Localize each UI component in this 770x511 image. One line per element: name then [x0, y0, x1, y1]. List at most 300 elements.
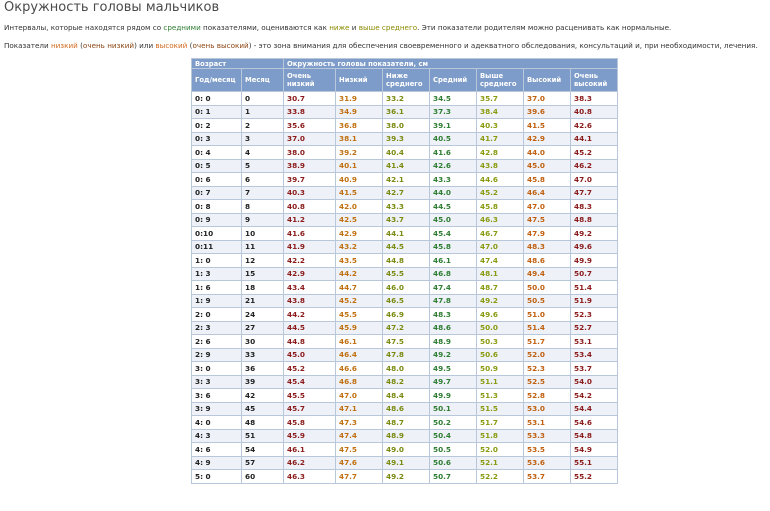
cell-average: 44.5: [430, 200, 477, 214]
cell-high: 44.0: [524, 146, 571, 160]
cell-below-average: 40.4: [383, 146, 430, 160]
p1-term-above: выше среднего: [358, 23, 418, 32]
p2-text-3: ) или: [134, 41, 156, 50]
cell-low: 46.4: [336, 348, 383, 362]
cell-very-high: 53.1: [571, 335, 618, 349]
column-header-below-average: Ниже среднего: [383, 69, 430, 92]
cell-low: 44.2: [336, 267, 383, 281]
table-body: [192, 92, 618, 484]
cell-age: 0:11: [192, 240, 242, 254]
cell-high: 45.8: [524, 173, 571, 187]
table-row: [192, 375, 618, 389]
cell-very-low: 43.8: [284, 294, 336, 308]
cell-high: 48.3: [524, 240, 571, 254]
cell-very-high: 38.3: [571, 92, 618, 106]
p2-term-low: низкий: [50, 41, 78, 50]
cell-average: 34.5: [430, 92, 477, 106]
cell-age: 0: 3: [192, 132, 242, 146]
cell-below-average: 47.2: [383, 321, 430, 335]
cell-month: 39: [242, 375, 284, 389]
cell-very-low: 33.8: [284, 105, 336, 119]
cell-very-high: 48.8: [571, 213, 618, 227]
cell-high: 53.0: [524, 402, 571, 416]
table-row: [192, 294, 618, 308]
cell-high: 52.8: [524, 389, 571, 403]
cell-low: 46.1: [336, 335, 383, 349]
cell-average: 50.4: [430, 429, 477, 443]
cell-high: 46.4: [524, 186, 571, 200]
cell-average: 48.3: [430, 308, 477, 322]
cell-month: 60: [242, 470, 284, 484]
cell-high: 51.0: [524, 308, 571, 322]
column-header-very-high: Очень высокий: [571, 69, 618, 92]
cell-age: 0: 4: [192, 146, 242, 160]
cell-above-average: 41.7: [477, 132, 524, 146]
table-row: [192, 281, 618, 295]
cell-above-average: 50.0: [477, 321, 524, 335]
cell-month: 24: [242, 308, 284, 322]
cell-month: 0: [242, 92, 284, 106]
cell-low: 44.7: [336, 281, 383, 295]
cell-average: 50.1: [430, 402, 477, 416]
cell-very-low: 45.5: [284, 389, 336, 403]
cell-month: 11: [242, 240, 284, 254]
cell-month: 36: [242, 362, 284, 376]
cell-low: 47.0: [336, 389, 383, 403]
cell-above-average: 50.3: [477, 335, 524, 349]
cell-high: 50.5: [524, 294, 571, 308]
cell-high: 53.1: [524, 416, 571, 430]
cell-very-low: 40.8: [284, 200, 336, 214]
cell-above-average: 44.6: [477, 173, 524, 187]
cell-very-low: 45.9: [284, 429, 336, 443]
cell-below-average: 33.2: [383, 92, 430, 106]
cell-below-average: 48.2: [383, 375, 430, 389]
cell-high: 37.0: [524, 92, 571, 106]
cell-high: 53.5: [524, 443, 571, 457]
table-row: [192, 267, 618, 281]
table-row: [192, 159, 618, 173]
cell-very-high: 52.3: [571, 308, 618, 322]
column-header-above-average: Выше среднего: [477, 69, 524, 92]
cell-average: 48.9: [430, 335, 477, 349]
cell-age: 0: 8: [192, 200, 242, 214]
column-header-average: Средний: [430, 69, 477, 92]
cell-age: 3: 6: [192, 389, 242, 403]
table-row: [192, 470, 618, 484]
table-row: [192, 92, 618, 106]
cell-below-average: 48.7: [383, 416, 430, 430]
cell-below-average: 38.0: [383, 119, 430, 133]
cell-very-high: 52.7: [571, 321, 618, 335]
table-row: [192, 389, 618, 403]
cell-below-average: 48.4: [383, 389, 430, 403]
cell-low: 42.5: [336, 213, 383, 227]
cell-average: 49.9: [430, 389, 477, 403]
p1-term-below: ниже: [329, 23, 350, 32]
cell-above-average: 50.9: [477, 362, 524, 376]
table-row: [192, 308, 618, 322]
cell-average: 41.6: [430, 146, 477, 160]
table-row: [192, 186, 618, 200]
cell-age: 3: 9: [192, 402, 242, 416]
cell-month: 51: [242, 429, 284, 443]
intro-paragraph-attention-zone: [4, 41, 758, 51]
cell-average: 46.8: [430, 267, 477, 281]
cell-age: 5: 0: [192, 470, 242, 484]
cell-age: 0: 6: [192, 173, 242, 187]
cell-average: 50.6: [430, 456, 477, 470]
cell-above-average: 49.6: [477, 308, 524, 322]
cell-average: 47.4: [430, 281, 477, 295]
cell-average: 39.1: [430, 119, 477, 133]
cell-below-average: 46.0: [383, 281, 430, 295]
table-row: [192, 443, 618, 457]
cell-high: 53.7: [524, 470, 571, 484]
table-row: [192, 402, 618, 416]
cell-very-high: 55.1: [571, 456, 618, 470]
cell-age: 2: 3: [192, 321, 242, 335]
header-age-group: Возраст: [192, 59, 284, 69]
cell-average: 45.8: [430, 240, 477, 254]
table-row: [192, 173, 618, 187]
cell-low: 43.2: [336, 240, 383, 254]
cell-very-high: 50.7: [571, 267, 618, 281]
cell-low: 45.2: [336, 294, 383, 308]
cell-month: 48: [242, 416, 284, 430]
table-row: [192, 119, 618, 133]
cell-month: 2: [242, 119, 284, 133]
cell-month: 6: [242, 173, 284, 187]
cell-very-high: 54.4: [571, 402, 618, 416]
cell-low: 39.2: [336, 146, 383, 160]
cell-high: 52.3: [524, 362, 571, 376]
cell-high: 50.0: [524, 281, 571, 295]
cell-low: 45.5: [336, 308, 383, 322]
cell-very-low: 41.2: [284, 213, 336, 227]
cell-month: 33: [242, 348, 284, 362]
cell-below-average: 43.7: [383, 213, 430, 227]
cell-above-average: 47.4: [477, 254, 524, 268]
cell-very-high: 54.8: [571, 429, 618, 443]
cell-above-average: 51.3: [477, 389, 524, 403]
cell-month: 12: [242, 254, 284, 268]
cell-above-average: 42.8: [477, 146, 524, 160]
cell-month: 3: [242, 132, 284, 146]
cell-average: 49.5: [430, 362, 477, 376]
cell-low: 47.5: [336, 443, 383, 457]
cell-high: 41.5: [524, 119, 571, 133]
cell-very-high: 53.4: [571, 348, 618, 362]
cell-age: 4: 9: [192, 456, 242, 470]
cell-below-average: 48.6: [383, 402, 430, 416]
table-row: [192, 132, 618, 146]
cell-very-low: 46.2: [284, 456, 336, 470]
p1-term-average: средними: [163, 23, 201, 32]
cell-high: 47.5: [524, 213, 571, 227]
p1-text-2: показателями, оцениваются как: [200, 23, 330, 32]
cell-very-low: 45.2: [284, 362, 336, 376]
cell-month: 8: [242, 200, 284, 214]
p2-term-very-low: очень низкий: [82, 41, 135, 50]
cell-very-low: 41.9: [284, 240, 336, 254]
cell-above-average: 52.0: [477, 443, 524, 457]
cell-very-low: 35.6: [284, 119, 336, 133]
cell-high: 47.9: [524, 227, 571, 241]
cell-high: 51.7: [524, 335, 571, 349]
cell-below-average: 45.5: [383, 267, 430, 281]
cell-low: 31.9: [336, 92, 383, 106]
cell-average: 49.2: [430, 348, 477, 362]
table-row: [192, 240, 618, 254]
p2-term-very-high: очень высокий: [192, 41, 249, 50]
column-header-high: Высокий: [524, 69, 571, 92]
page-title: Окружность головы мальчиков: [4, 0, 220, 15]
p1-text-3: и: [349, 23, 359, 32]
cell-low: 46.8: [336, 375, 383, 389]
cell-very-high: 49.6: [571, 240, 618, 254]
cell-below-average: 47.8: [383, 348, 430, 362]
cell-age: 0: 7: [192, 186, 242, 200]
cell-very-high: 54.9: [571, 443, 618, 457]
cell-below-average: 49.0: [383, 443, 430, 457]
cell-very-low: 45.8: [284, 416, 336, 430]
cell-month: 7: [242, 186, 284, 200]
cell-very-low: 41.6: [284, 227, 336, 241]
cell-month: 4: [242, 146, 284, 160]
cell-below-average: 42.1: [383, 173, 430, 187]
column-header-year-month: Год/месяц: [192, 69, 242, 92]
table-row: [192, 429, 618, 443]
cell-average: 45.0: [430, 213, 477, 227]
cell-low: 38.1: [336, 132, 383, 146]
cell-average: 50.5: [430, 443, 477, 457]
cell-age: 0: 0: [192, 92, 242, 106]
cell-below-average: 49.1: [383, 456, 430, 470]
table-row: [192, 213, 618, 227]
table-row: [192, 362, 618, 376]
cell-high: 47.0: [524, 200, 571, 214]
cell-month: 18: [242, 281, 284, 295]
cell-low: 36.8: [336, 119, 383, 133]
table-row: [192, 335, 618, 349]
cell-below-average: 44.5: [383, 240, 430, 254]
column-header-very-low: Очень низкий: [284, 69, 336, 92]
head-circumference-table: [191, 58, 618, 484]
cell-average: 45.4: [430, 227, 477, 241]
cell-average: 42.6: [430, 159, 477, 173]
cell-below-average: 46.5: [383, 294, 430, 308]
cell-above-average: 51.1: [477, 375, 524, 389]
cell-low: 47.1: [336, 402, 383, 416]
cell-age: 4: 3: [192, 429, 242, 443]
cell-above-average: 45.2: [477, 186, 524, 200]
cell-age: 2: 6: [192, 335, 242, 349]
table-row: [192, 254, 618, 268]
p1-text-1: Интервалы, которые находятся рядом со: [4, 23, 164, 32]
p1-text-4: . Эти показатели родителям можно расценивать как нормальные.: [417, 23, 672, 32]
cell-age: 2: 0: [192, 308, 242, 322]
cell-age: 1: 0: [192, 254, 242, 268]
cell-very-low: 45.7: [284, 402, 336, 416]
cell-below-average: 36.1: [383, 105, 430, 119]
cell-high: 53.3: [524, 429, 571, 443]
cell-age: 0: 5: [192, 159, 242, 173]
cell-very-high: 53.7: [571, 362, 618, 376]
cell-below-average: 43.3: [383, 200, 430, 214]
cell-age: 3: 3: [192, 375, 242, 389]
column-header-low: Низкий: [336, 69, 383, 92]
table-row: [192, 456, 618, 470]
cell-below-average: 44.1: [383, 227, 430, 241]
cell-very-low: 44.5: [284, 321, 336, 335]
cell-month: 10: [242, 227, 284, 241]
table-row: [192, 200, 618, 214]
cell-low: 45.9: [336, 321, 383, 335]
table-row: [192, 227, 618, 241]
cell-above-average: 52.2: [477, 470, 524, 484]
cell-very-high: 45.2: [571, 146, 618, 160]
cell-high: 49.4: [524, 267, 571, 281]
cell-below-average: 47.5: [383, 335, 430, 349]
cell-month: 5: [242, 159, 284, 173]
cell-month: 27: [242, 321, 284, 335]
cell-low: 34.9: [336, 105, 383, 119]
cell-above-average: 50.6: [477, 348, 524, 362]
cell-high: 48.6: [524, 254, 571, 268]
cell-very-high: 54.0: [571, 375, 618, 389]
cell-low: 42.0: [336, 200, 383, 214]
p2-text-4: (: [187, 41, 193, 50]
cell-above-average: 48.7: [477, 281, 524, 295]
cell-very-high: 49.9: [571, 254, 618, 268]
cell-high: 45.0: [524, 159, 571, 173]
cell-very-low: 38.9: [284, 159, 336, 173]
cell-above-average: 43.8: [477, 159, 524, 173]
cell-age: 3: 0: [192, 362, 242, 376]
cell-above-average: 40.3: [477, 119, 524, 133]
cell-low: 43.5: [336, 254, 383, 268]
cell-average: 37.3: [430, 105, 477, 119]
cell-above-average: 49.2: [477, 294, 524, 308]
cell-low: 47.6: [336, 456, 383, 470]
cell-low: 42.9: [336, 227, 383, 241]
table-row: [192, 105, 618, 119]
cell-very-high: 51.9: [571, 294, 618, 308]
cell-very-low: 42.9: [284, 267, 336, 281]
cell-below-average: 49.2: [383, 470, 430, 484]
cell-very-high: 49.2: [571, 227, 618, 241]
cell-age: 0: 2: [192, 119, 242, 133]
cell-age: 0: 1: [192, 105, 242, 119]
intro-paragraph-normal-range: [4, 23, 671, 33]
cell-below-average: 41.4: [383, 159, 430, 173]
cell-above-average: 51.8: [477, 429, 524, 443]
cell-low: 40.1: [336, 159, 383, 173]
cell-below-average: 44.8: [383, 254, 430, 268]
cell-above-average: 48.1: [477, 267, 524, 281]
cell-high: 52.5: [524, 375, 571, 389]
cell-average: 50.2: [430, 416, 477, 430]
cell-age: 4: 6: [192, 443, 242, 457]
cell-average: 50.7: [430, 470, 477, 484]
cell-very-low: 38.0: [284, 146, 336, 160]
cell-very-low: 43.4: [284, 281, 336, 295]
cell-above-average: 45.8: [477, 200, 524, 214]
cell-very-high: 47.0: [571, 173, 618, 187]
cell-very-low: 45.4: [284, 375, 336, 389]
table-row: [192, 321, 618, 335]
cell-very-low: 44.8: [284, 335, 336, 349]
cell-very-high: 54.2: [571, 389, 618, 403]
cell-month: 9: [242, 213, 284, 227]
cell-above-average: 35.7: [477, 92, 524, 106]
cell-high: 53.6: [524, 456, 571, 470]
p2-text-5: ) - это зона внимания для обеспечения своевременного и адекватного обследования, консультаций и, при необходимости, лечения.: [248, 41, 758, 50]
cell-very-high: 40.8: [571, 105, 618, 119]
cell-high: 39.6: [524, 105, 571, 119]
cell-above-average: 51.5: [477, 402, 524, 416]
cell-low: 47.3: [336, 416, 383, 430]
cell-month: 1: [242, 105, 284, 119]
cell-age: 0:10: [192, 227, 242, 241]
cell-month: 57: [242, 456, 284, 470]
cell-above-average: 51.7: [477, 416, 524, 430]
cell-average: 46.1: [430, 254, 477, 268]
p2-text-1: Показатели: [4, 41, 51, 50]
cell-above-average: 46.7: [477, 227, 524, 241]
table-row: [192, 348, 618, 362]
cell-age: 2: 9: [192, 348, 242, 362]
cell-very-low: 42.2: [284, 254, 336, 268]
cell-above-average: 38.4: [477, 105, 524, 119]
cell-very-low: 45.0: [284, 348, 336, 362]
cell-high: 52.0: [524, 348, 571, 362]
cell-age: 0: 9: [192, 213, 242, 227]
cell-below-average: 48.9: [383, 429, 430, 443]
cell-average: 48.6: [430, 321, 477, 335]
cell-below-average: 48.0: [383, 362, 430, 376]
column-header-month: Месяц: [242, 69, 284, 92]
cell-month: 15: [242, 267, 284, 281]
cell-very-high: 44.1: [571, 132, 618, 146]
cell-very-high: 46.2: [571, 159, 618, 173]
cell-very-high: 47.7: [571, 186, 618, 200]
cell-low: 47.7: [336, 470, 383, 484]
cell-average: 49.7: [430, 375, 477, 389]
cell-average: 47.8: [430, 294, 477, 308]
cell-average: 43.3: [430, 173, 477, 187]
cell-above-average: 52.1: [477, 456, 524, 470]
cell-month: 30: [242, 335, 284, 349]
cell-very-high: 51.4: [571, 281, 618, 295]
cell-age: 4: 0: [192, 416, 242, 430]
cell-age: 1: 3: [192, 267, 242, 281]
cell-low: 46.6: [336, 362, 383, 376]
p2-text-2: (: [77, 41, 83, 50]
cell-low: 40.9: [336, 173, 383, 187]
header-values-group: Окружность головы показатели, см: [284, 59, 618, 69]
cell-low: 41.5: [336, 186, 383, 200]
cell-very-high: 54.6: [571, 416, 618, 430]
table-row: [192, 416, 618, 430]
cell-very-low: 44.2: [284, 308, 336, 322]
cell-low: 47.4: [336, 429, 383, 443]
cell-very-low: 37.0: [284, 132, 336, 146]
cell-high: 51.4: [524, 321, 571, 335]
cell-below-average: 42.7: [383, 186, 430, 200]
cell-average: 44.0: [430, 186, 477, 200]
